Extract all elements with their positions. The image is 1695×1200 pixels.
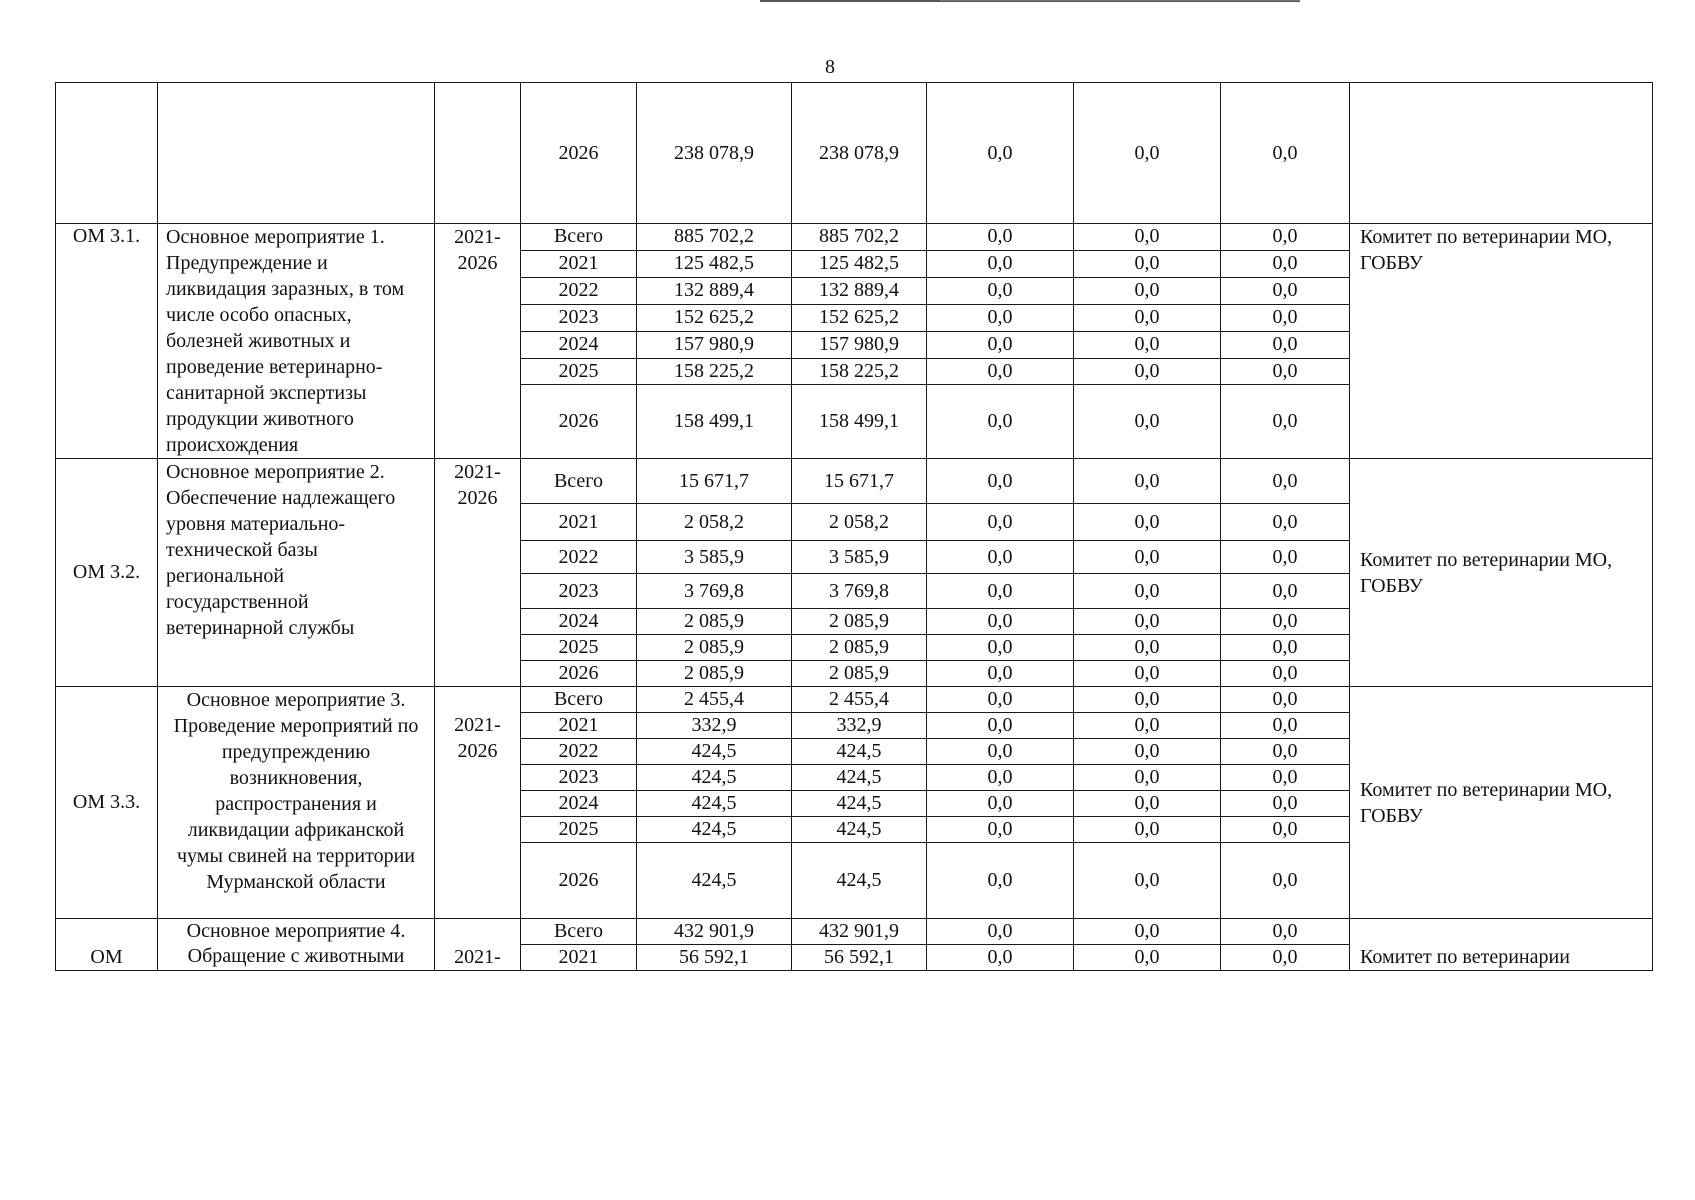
- value-cell: 15 671,7: [637, 459, 792, 504]
- measure-name: Основное мероприятие 2. Обеспечение надлежащего уровня материально-технической базы региональной государственной ветеринарной службы: [158, 459, 435, 687]
- value-cell: 0,0: [1074, 83, 1221, 224]
- value-cell: 238 078,9: [637, 83, 792, 224]
- value-cell: 0,0: [927, 574, 1074, 609]
- value-cell: 0,0: [927, 713, 1074, 739]
- value-cell: 0,0: [1221, 945, 1350, 971]
- value-cell: 0,0: [927, 331, 1074, 358]
- table-row: [56, 224, 1653, 251]
- year-cell: 2022: [521, 739, 637, 765]
- year-cell: 2023: [521, 574, 637, 609]
- value-cell: 2 085,9: [637, 661, 792, 687]
- value-cell: 3 769,8: [792, 574, 927, 609]
- value-cell: 238 078,9: [792, 83, 927, 224]
- value-cell: 0,0: [927, 385, 1074, 459]
- value-cell: 424,5: [637, 843, 792, 919]
- year-cell: Всего: [521, 919, 637, 945]
- value-cell: 0,0: [1221, 791, 1350, 817]
- value-cell: 0,0: [1074, 504, 1221, 541]
- year-cell: Всего: [521, 224, 637, 251]
- value-cell: 0,0: [1074, 574, 1221, 609]
- measure-executor: Комитет по ветеринарии: [1350, 919, 1653, 971]
- value-cell: 158 225,2: [792, 358, 927, 385]
- value-cell: 0,0: [1074, 304, 1221, 331]
- value-cell: 0,0: [1074, 635, 1221, 661]
- year-cell: 2026: [521, 385, 637, 459]
- value-cell: 0,0: [1221, 250, 1350, 277]
- value-cell: 0,0: [1221, 385, 1350, 459]
- value-cell: 0,0: [1074, 385, 1221, 459]
- year-cell: 2023: [521, 765, 637, 791]
- value-cell: 0,0: [1074, 541, 1221, 574]
- value-cell: 0,0: [1074, 609, 1221, 635]
- value-cell: 0,0: [1221, 224, 1350, 251]
- value-cell: 0,0: [1221, 843, 1350, 919]
- value-cell: 424,5: [637, 739, 792, 765]
- value-cell: 157 980,9: [637, 331, 792, 358]
- value-cell: 0,0: [1074, 358, 1221, 385]
- value-cell: 0,0: [1221, 504, 1350, 541]
- value-cell: 0,0: [927, 919, 1074, 945]
- year-cell: 2025: [521, 817, 637, 843]
- value-cell: 0,0: [1221, 687, 1350, 713]
- measure-executor: Комитет по ветеринарии МО, ГОБВУ: [1350, 224, 1653, 459]
- value-cell: 0,0: [927, 635, 1074, 661]
- value-cell: 0,0: [1221, 83, 1350, 224]
- measure-name: Основное мероприятие 4. Обращение с животными: [158, 919, 435, 971]
- value-cell: 885 702,2: [792, 224, 927, 251]
- year-cell: 2026: [521, 843, 637, 919]
- value-cell: 0,0: [1221, 358, 1350, 385]
- period-cell-empty: [435, 83, 521, 224]
- value-cell: 132 889,4: [792, 277, 927, 304]
- measure-name: Основное мероприятие 1. Предупреждение и ликвидация заразных, в том числе особо опасных, болезней животных и проведение ветеринарно-санитарной экспертизы продукции животного происхождения: [158, 224, 435, 459]
- value-cell: 0,0: [1221, 304, 1350, 331]
- value-cell: 0,0: [1074, 843, 1221, 919]
- year-cell: Всего: [521, 687, 637, 713]
- value-cell: 2 085,9: [792, 609, 927, 635]
- year-cell: 2024: [521, 331, 637, 358]
- value-cell: 0,0: [1221, 739, 1350, 765]
- value-cell: 0,0: [927, 765, 1074, 791]
- value-cell: 0,0: [1221, 919, 1350, 945]
- value-cell: 3 585,9: [637, 541, 792, 574]
- value-cell: 0,0: [1074, 791, 1221, 817]
- value-cell: 424,5: [792, 765, 927, 791]
- year-cell: 2021: [521, 713, 637, 739]
- value-cell: 0,0: [1074, 459, 1221, 504]
- value-cell: 125 482,5: [637, 250, 792, 277]
- value-cell: 332,9: [637, 713, 792, 739]
- measure-code: ОМ 3.2.: [56, 459, 158, 687]
- value-cell: 0,0: [927, 791, 1074, 817]
- value-cell: 0,0: [1221, 331, 1350, 358]
- year-cell: 2026: [521, 661, 637, 687]
- value-cell: 0,0: [1221, 609, 1350, 635]
- value-cell: 56 592,1: [792, 945, 927, 971]
- value-cell: 424,5: [637, 765, 792, 791]
- value-cell: 0,0: [1074, 765, 1221, 791]
- value-cell: 157 980,9: [792, 331, 927, 358]
- table-row: [56, 83, 1653, 224]
- measure-period: 2021-: [435, 919, 521, 971]
- value-cell: 424,5: [637, 791, 792, 817]
- value-cell: 424,5: [792, 791, 927, 817]
- value-cell: 0,0: [1221, 635, 1350, 661]
- value-cell: 132 889,4: [637, 277, 792, 304]
- value-cell: 2 085,9: [792, 661, 927, 687]
- value-cell: 0,0: [927, 843, 1074, 919]
- measure-code: ОМ 3.3.: [56, 687, 158, 919]
- value-cell: 0,0: [1074, 919, 1221, 945]
- measure-name: Основное мероприятие 3. Проведение мероприятий по предупреждению возникновения, распространения и ликвидации африканской чумы свиней на территории Мурманской области: [158, 687, 435, 919]
- table-row: [56, 919, 1653, 945]
- value-cell: 0,0: [927, 358, 1074, 385]
- value-cell: 424,5: [792, 739, 927, 765]
- value-cell: 3 769,8: [637, 574, 792, 609]
- value-cell: 0,0: [1221, 541, 1350, 574]
- value-cell: 2 455,4: [792, 687, 927, 713]
- value-cell: 2 085,9: [792, 635, 927, 661]
- value-cell: 424,5: [637, 817, 792, 843]
- measure-code: ОМ: [56, 919, 158, 971]
- value-cell: 0,0: [1221, 817, 1350, 843]
- year-cell: 2026: [521, 83, 637, 224]
- year-cell: 2025: [521, 635, 637, 661]
- value-cell: 0,0: [927, 541, 1074, 574]
- value-cell: 2 085,9: [637, 609, 792, 635]
- name-cell-empty: [158, 83, 435, 224]
- value-cell: 0,0: [1221, 459, 1350, 504]
- value-cell: 0,0: [927, 504, 1074, 541]
- executor-cell-empty: [1350, 83, 1653, 224]
- value-cell: 432 901,9: [792, 919, 927, 945]
- value-cell: 432 901,9: [637, 919, 792, 945]
- year-cell: 2023: [521, 304, 637, 331]
- value-cell: 424,5: [792, 817, 927, 843]
- value-cell: 0,0: [927, 739, 1074, 765]
- value-cell: 0,0: [1074, 687, 1221, 713]
- value-cell: 0,0: [1221, 713, 1350, 739]
- budget-table: [55, 82, 1653, 971]
- value-cell: 152 625,2: [637, 304, 792, 331]
- value-cell: 0,0: [1221, 765, 1350, 791]
- year-cell: 2021: [521, 250, 637, 277]
- code-cell-empty: [56, 83, 158, 224]
- value-cell: 158 225,2: [637, 358, 792, 385]
- value-cell: 0,0: [927, 459, 1074, 504]
- value-cell: 158 499,1: [637, 385, 792, 459]
- measure-period: 2021-2026: [435, 459, 521, 687]
- value-cell: 0,0: [927, 304, 1074, 331]
- year-cell: 2025: [521, 358, 637, 385]
- value-cell: 0,0: [927, 945, 1074, 971]
- table-row: [56, 459, 1653, 504]
- value-cell: 56 592,1: [637, 945, 792, 971]
- value-cell: 332,9: [792, 713, 927, 739]
- year-cell: 2022: [521, 541, 637, 574]
- value-cell: 158 499,1: [792, 385, 927, 459]
- measure-executor: Комитет по ветеринарии МО, ГОБВУ: [1350, 459, 1653, 687]
- value-cell: 0,0: [1221, 574, 1350, 609]
- value-cell: 0,0: [1221, 277, 1350, 304]
- year-cell: Всего: [521, 459, 637, 504]
- year-cell: 2021: [521, 504, 637, 541]
- measure-period: 2021-2026: [435, 224, 521, 459]
- value-cell: 3 585,9: [792, 541, 927, 574]
- value-cell: 885 702,2: [637, 224, 792, 251]
- value-cell: 2 085,9: [637, 635, 792, 661]
- value-cell: 0,0: [1074, 331, 1221, 358]
- value-cell: 0,0: [927, 687, 1074, 713]
- year-cell: 2021: [521, 945, 637, 971]
- value-cell: 125 482,5: [792, 250, 927, 277]
- measure-period: 2021-2026: [435, 687, 521, 919]
- value-cell: 0,0: [927, 224, 1074, 251]
- value-cell: 0,0: [1074, 661, 1221, 687]
- value-cell: 152 625,2: [792, 304, 927, 331]
- value-cell: 0,0: [1074, 224, 1221, 251]
- value-cell: 0,0: [1074, 817, 1221, 843]
- year-cell: 2024: [521, 791, 637, 817]
- page-number: 8: [825, 56, 835, 78]
- year-cell: 2022: [521, 277, 637, 304]
- value-cell: 424,5: [792, 843, 927, 919]
- value-cell: 0,0: [927, 83, 1074, 224]
- value-cell: 2 058,2: [637, 504, 792, 541]
- value-cell: 0,0: [1074, 739, 1221, 765]
- value-cell: 0,0: [927, 609, 1074, 635]
- value-cell: 2 455,4: [637, 687, 792, 713]
- table-row: [56, 687, 1653, 713]
- value-cell: 0,0: [1221, 661, 1350, 687]
- value-cell: 2 058,2: [792, 504, 927, 541]
- measure-code: ОМ 3.1.: [56, 224, 158, 459]
- measure-executor: Комитет по ветеринарии МО, ГОБВУ: [1350, 687, 1653, 919]
- value-cell: 0,0: [927, 250, 1074, 277]
- value-cell: 0,0: [927, 661, 1074, 687]
- value-cell: 0,0: [1074, 250, 1221, 277]
- value-cell: 0,0: [1074, 945, 1221, 971]
- value-cell: 15 671,7: [792, 459, 927, 504]
- value-cell: 0,0: [1074, 277, 1221, 304]
- year-cell: 2024: [521, 609, 637, 635]
- value-cell: 0,0: [927, 277, 1074, 304]
- value-cell: 0,0: [927, 817, 1074, 843]
- scan-top-line-secondary: [940, 0, 1300, 1]
- value-cell: 0,0: [1074, 713, 1221, 739]
